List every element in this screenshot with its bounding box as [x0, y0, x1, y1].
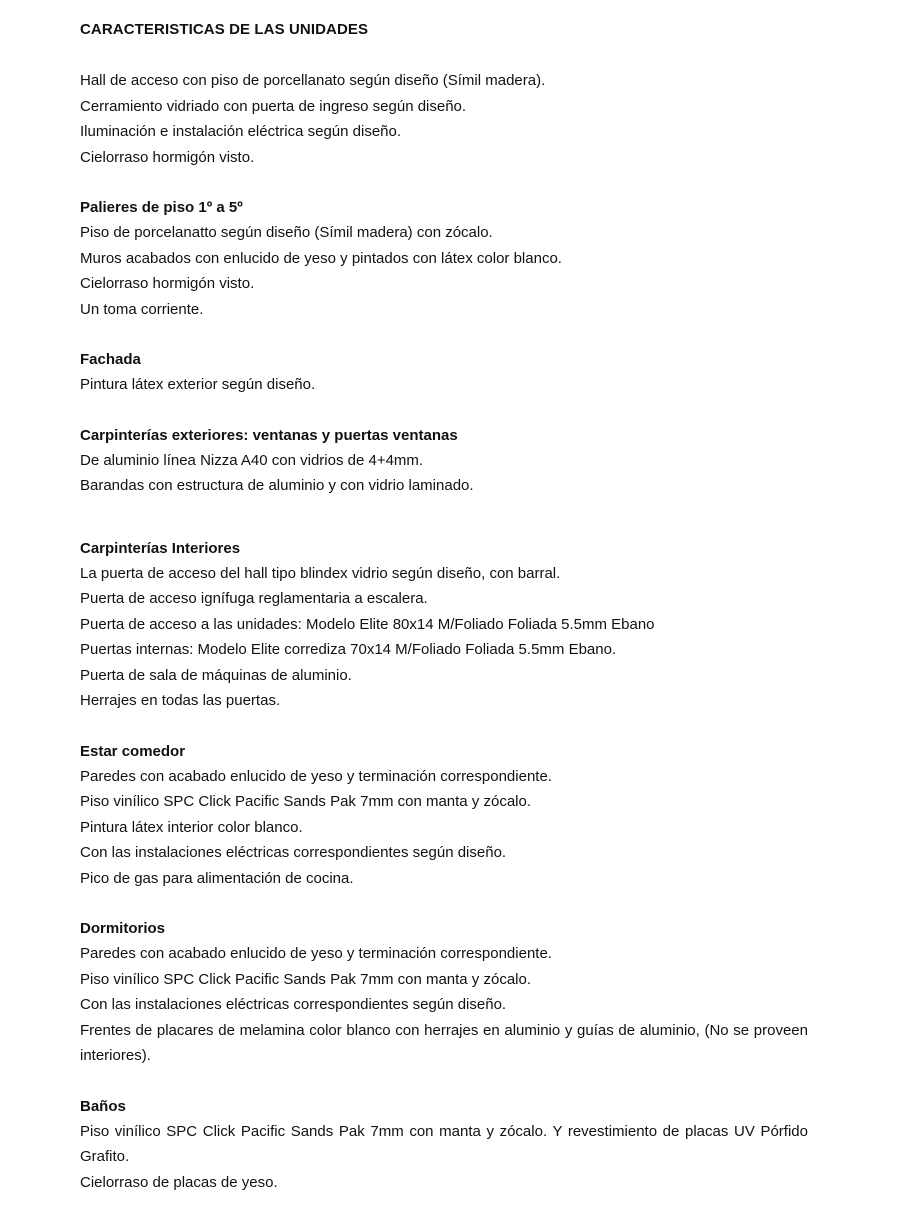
section-fachada [80, 348, 808, 398]
section-banos [80, 1095, 808, 1196]
text-line: Hall de acceso con piso de porcellanato según diseño (Símil madera). [80, 72, 546, 89]
text-line: Cielorraso hormigón visto. [80, 148, 255, 166]
section-heading: Estar comedor [80, 742, 186, 760]
text-line: Piso vinílico SPC Click Pacific Sands Pak 7mm con manta y zócalo. [80, 970, 532, 988]
text-line: Pintura látex interior color blanco. [80, 818, 303, 836]
section-heading: Carpinterías Interiores [80, 539, 241, 557]
text-line: Puertas internas: Modelo Elite corrediza 70x14 M/Foliado Foliada 5.5mm Ebano. [80, 641, 617, 658]
text-line: Cielorraso hormigón visto. [80, 275, 255, 292]
text-paragraph: Piso vinílico SPC Click Pacific Sands Pak 7mm con manta y zócalo. Y revestimiento de placas UV Pórfido Grafito. [80, 1122, 808, 1165]
document-page [80, 18, 808, 1221]
section-heading: Carpinterías exteriores: ventanas y puertas ventanas [80, 426, 458, 444]
text-line: Pintura látex exterior según diseño. [80, 376, 316, 393]
text-line: Iluminación e instalación eléctrica según diseño. [80, 123, 402, 140]
text-line: Puerta de acceso a las unidades: Modelo Elite 80x14 M/Foliado Foliada 5.5mm Ebano [80, 615, 655, 633]
text-line: Puerta de sala de máquinas de aluminio. [80, 666, 352, 684]
text-line: De aluminio línea Nizza A40 con vidrios de 4+4mm. [80, 451, 424, 469]
section-heading: Baños [80, 1097, 126, 1115]
text-line: La puerta de acceso del hall tipo blindex vidrio según diseño, con barral. [80, 564, 561, 582]
section-dormitorios [80, 917, 808, 1069]
text-line: Barandas con estructura de aluminio y con vidrio laminado. [80, 477, 474, 494]
text-line: Herrajes en todas las puertas. [80, 692, 281, 709]
text-line: Piso vinílico SPC Click Pacific Sands Pak 7mm con manta y zócalo. [80, 793, 532, 810]
intro-block [80, 68, 808, 170]
text-line: Cerramiento vidriado con puerta de ingreso según diseño. [80, 97, 467, 115]
text-line: Paredes con acabado enlucido de yeso y terminación correspondiente. [80, 767, 552, 785]
section-heading: Fachada [80, 351, 141, 368]
section-carpinterias-interiores [80, 537, 808, 714]
text-line: Un toma corriente. [80, 300, 204, 318]
text-line: Puerta de acceso ignífuga reglamentaria a escalera. [80, 590, 428, 607]
text-paragraph: Frentes de placares de melamina color blanco con herrajes en aluminio y guías de aluminio, (No se proveen interiores). [80, 1021, 808, 1064]
section-heading: Palieres de piso 1º a 5º [80, 199, 243, 216]
document-title: CARACTERISTICAS DE LAS UNIDADES [80, 21, 369, 38]
text-line: Cielorraso de placas de yeso. [80, 1173, 278, 1191]
section-estar-comedor [80, 740, 808, 892]
text-line: Paredes con acabado enlucido de yeso y terminación correspondiente. [80, 945, 552, 962]
text-line: Con las instalaciones eléctricas correspondientes según diseño. [80, 996, 507, 1013]
text-line: Muros acabados con enlucido de yeso y pintados con látex color blanco. [80, 249, 562, 267]
section-heading: Dormitorios [80, 920, 166, 937]
text-line: Con las instalaciones eléctricas correspondientes según diseño. [80, 844, 507, 861]
text-line: Piso de porcelanatto según diseño (Símil madera) con zócalo. [80, 224, 493, 241]
section-palieres [80, 196, 808, 322]
text-line: Pico de gas para alimentación de cocina. [80, 869, 354, 887]
section-carpinterias-exteriores [80, 424, 808, 499]
